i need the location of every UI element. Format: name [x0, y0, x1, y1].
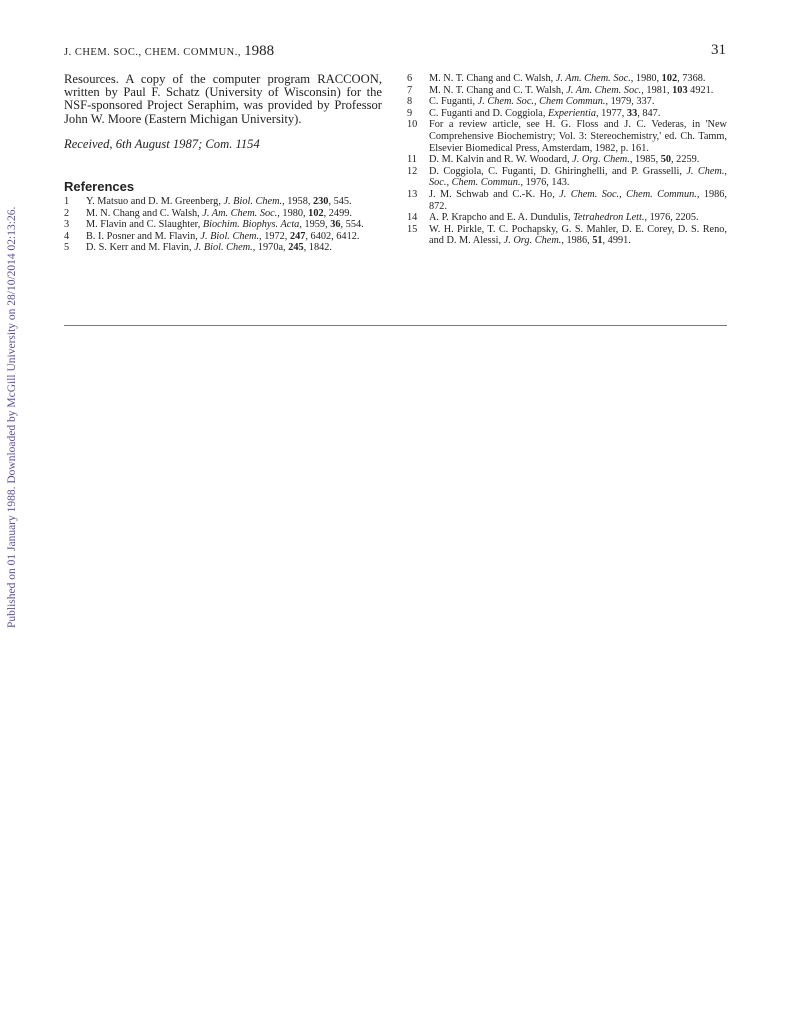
reference-text: D. M. Kalvin and R. W. Woodard,	[429, 154, 573, 166]
reference-volume: 33	[626, 107, 638, 119]
reference-text: , 1986, 872.	[429, 188, 727, 212]
reference-journal: J. Chem. Soc., Chem Commun.	[477, 96, 606, 108]
reference-text: D. S. Kerr and M. Flavin,	[86, 242, 195, 254]
reference-text: , 1979, 337.	[605, 96, 655, 108]
reference-item	[407, 212, 727, 224]
reference-journal: Experientia	[547, 107, 597, 119]
reference-text: , 4991.	[602, 235, 631, 247]
reference-journal: J. Org. Chem.	[503, 235, 562, 247]
reference-journal: J. Am. Chem. Soc.	[566, 84, 642, 96]
reference-text: , 1985,	[629, 154, 661, 166]
reference-text: D. Coggiola, C. Fuganti, D. Ghiringhelli, and P. Grasselli,	[429, 165, 687, 177]
reference-text: , 1959,	[299, 219, 331, 231]
reference-number: 8	[407, 96, 413, 108]
reference-text: , 1958,	[282, 196, 313, 208]
running-head	[64, 43, 274, 60]
reference-journal: Biochim. Biophys. Acta	[202, 219, 300, 231]
journal-year: 1988	[244, 43, 275, 59]
reference-journal: J. Am. Chem. Soc.	[555, 73, 631, 84]
reference-list-left	[64, 196, 382, 254]
reference-text: , 1970a,	[252, 242, 289, 254]
download-watermark: Published on 01 January 1988. Downloaded by McGill University on 28/10/2014 02:13:26.	[6, 206, 18, 628]
reference-volume: 230	[312, 196, 329, 208]
reference-text: 4921.	[687, 84, 714, 96]
received-line: Received, 6th August 1987; Com. 1154	[64, 136, 260, 151]
reference-text: M. N. Chang and C. Walsh,	[86, 207, 203, 219]
reference-item	[64, 219, 382, 231]
reference-text: C. Fuganti and D. Coggiola,	[429, 107, 548, 119]
reference-text: , 2259.	[671, 154, 700, 166]
reference-journal: J. Am. Chem. Soc.	[202, 207, 278, 219]
reference-number: 10	[407, 119, 418, 131]
reference-text: M. N. T. Chang and C. T. Walsh,	[429, 84, 567, 96]
reference-volume: 103	[672, 84, 688, 96]
reference-list-right	[407, 73, 727, 247]
reference-item	[407, 108, 727, 120]
reference-text: B. I. Posner and M. Flavin,	[86, 230, 201, 242]
reference-text: , 7368.	[677, 73, 706, 84]
reference-item	[64, 208, 382, 220]
reference-number: 4	[64, 230, 70, 242]
reference-volume: 245	[288, 242, 304, 254]
reference-volume: 51	[592, 235, 603, 247]
reference-text: C. Fuganti,	[429, 96, 478, 108]
reference-journal: J. Chem., Soc., Chem. Commun.	[429, 165, 728, 189]
reference-text: , 6402, 6412.	[305, 230, 360, 242]
reference-journal: J. Biol. Chem.	[194, 242, 253, 254]
left-column	[64, 73, 382, 254]
references-heading: References	[64, 179, 135, 195]
reference-text: , 545.	[328, 196, 352, 208]
reference-text: , 1977,	[596, 107, 627, 119]
reference-text: , 1972,	[259, 230, 290, 242]
reference-text: , 554.	[340, 219, 364, 231]
body-paragraph: Resources. A copy of the computer program RACCOON, written by Paul F. Schatz (University of Wisconsin) for the NSF-sponsored Project Seraphim, was provided by Professor John W. Moore (Eastern Michigan University).	[64, 72, 382, 126]
reference-number: 15	[407, 223, 418, 235]
reference-text: W. H. Pirkle, T. C. Pochapsky, G. S. Mahler, D. E. Corey, D. S. Reno, and D. M. Alessi,	[429, 223, 727, 247]
reference-text: , 1842.	[303, 242, 332, 254]
reference-number: 7	[407, 84, 413, 96]
journal-name: J. CHEM. SOC., CHEM. COMMUN.,	[64, 47, 241, 58]
reference-text: A. P. Krapcho and E. A. Dundulis,	[429, 212, 574, 224]
footer-divider	[64, 325, 727, 326]
reference-item	[407, 73, 727, 85]
reference-item	[407, 96, 727, 108]
reference-text: , 1980,	[277, 207, 309, 219]
reference-text: For a review article, see H. G. Floss and J. C. Vederas, in 'New Comprehensive Biochemistry; Vol. 3: Stereochemistry,' ed. Ch. Tamm, Elsevier Biomedical Press, Amsterdam, 1982, p. 161.	[429, 119, 727, 154]
reference-journal: J. Biol. Chem.	[223, 196, 283, 208]
reference-item	[407, 224, 727, 247]
right-column	[407, 73, 727, 247]
reference-volume: 102	[661, 73, 678, 84]
reference-item	[407, 189, 727, 212]
reference-text: , 2499.	[323, 207, 352, 219]
page-number: 31	[711, 42, 726, 58]
reference-volume: 36	[330, 219, 341, 231]
reference-journal: Tetrahedron Lett.	[573, 212, 645, 224]
reference-number: 2	[64, 207, 70, 219]
reference-number: 1	[64, 196, 70, 208]
reference-item	[407, 166, 727, 189]
reference-item	[64, 231, 382, 243]
reference-journal: J. Chem. Soc., Chem. Commun.	[559, 188, 697, 200]
reference-number: 14	[407, 212, 418, 224]
reference-journal: J. Org. Chem.	[572, 154, 630, 166]
reference-item	[407, 119, 727, 154]
reference-volume: 102	[308, 207, 324, 219]
reference-text: M. N. T. Chang and C. Walsh,	[429, 73, 556, 84]
reference-text: , 1986,	[561, 235, 593, 247]
reference-journal: J. Biol. Chem.	[200, 230, 260, 242]
reference-volume: 247	[289, 230, 306, 242]
reference-text: M. Flavin and C. Slaughter,	[86, 219, 203, 231]
reference-item	[64, 242, 382, 254]
reference-text: , 1976, 143.	[520, 177, 570, 189]
reference-text: , 1976, 2205.	[644, 212, 699, 224]
reference-number: 13	[407, 188, 418, 200]
reference-text: Y. Matsuo and D. M. Greenberg,	[86, 196, 224, 208]
reference-text: , 1981,	[641, 84, 673, 96]
reference-number: 5	[64, 242, 70, 254]
reference-number: 9	[407, 107, 413, 119]
reference-number: 11	[407, 154, 417, 166]
reference-text: J. M. Schwab and C.-K. Ho,	[429, 188, 560, 200]
reference-number: 12	[407, 165, 418, 177]
reference-volume: 50	[660, 154, 672, 166]
reference-item	[407, 154, 727, 166]
reference-item	[64, 196, 382, 208]
reference-text: , 847.	[637, 107, 661, 119]
reference-text: , 1980,	[630, 73, 662, 84]
reference-number: 6	[407, 73, 413, 84]
reference-number: 3	[64, 219, 70, 231]
reference-item	[407, 85, 727, 97]
